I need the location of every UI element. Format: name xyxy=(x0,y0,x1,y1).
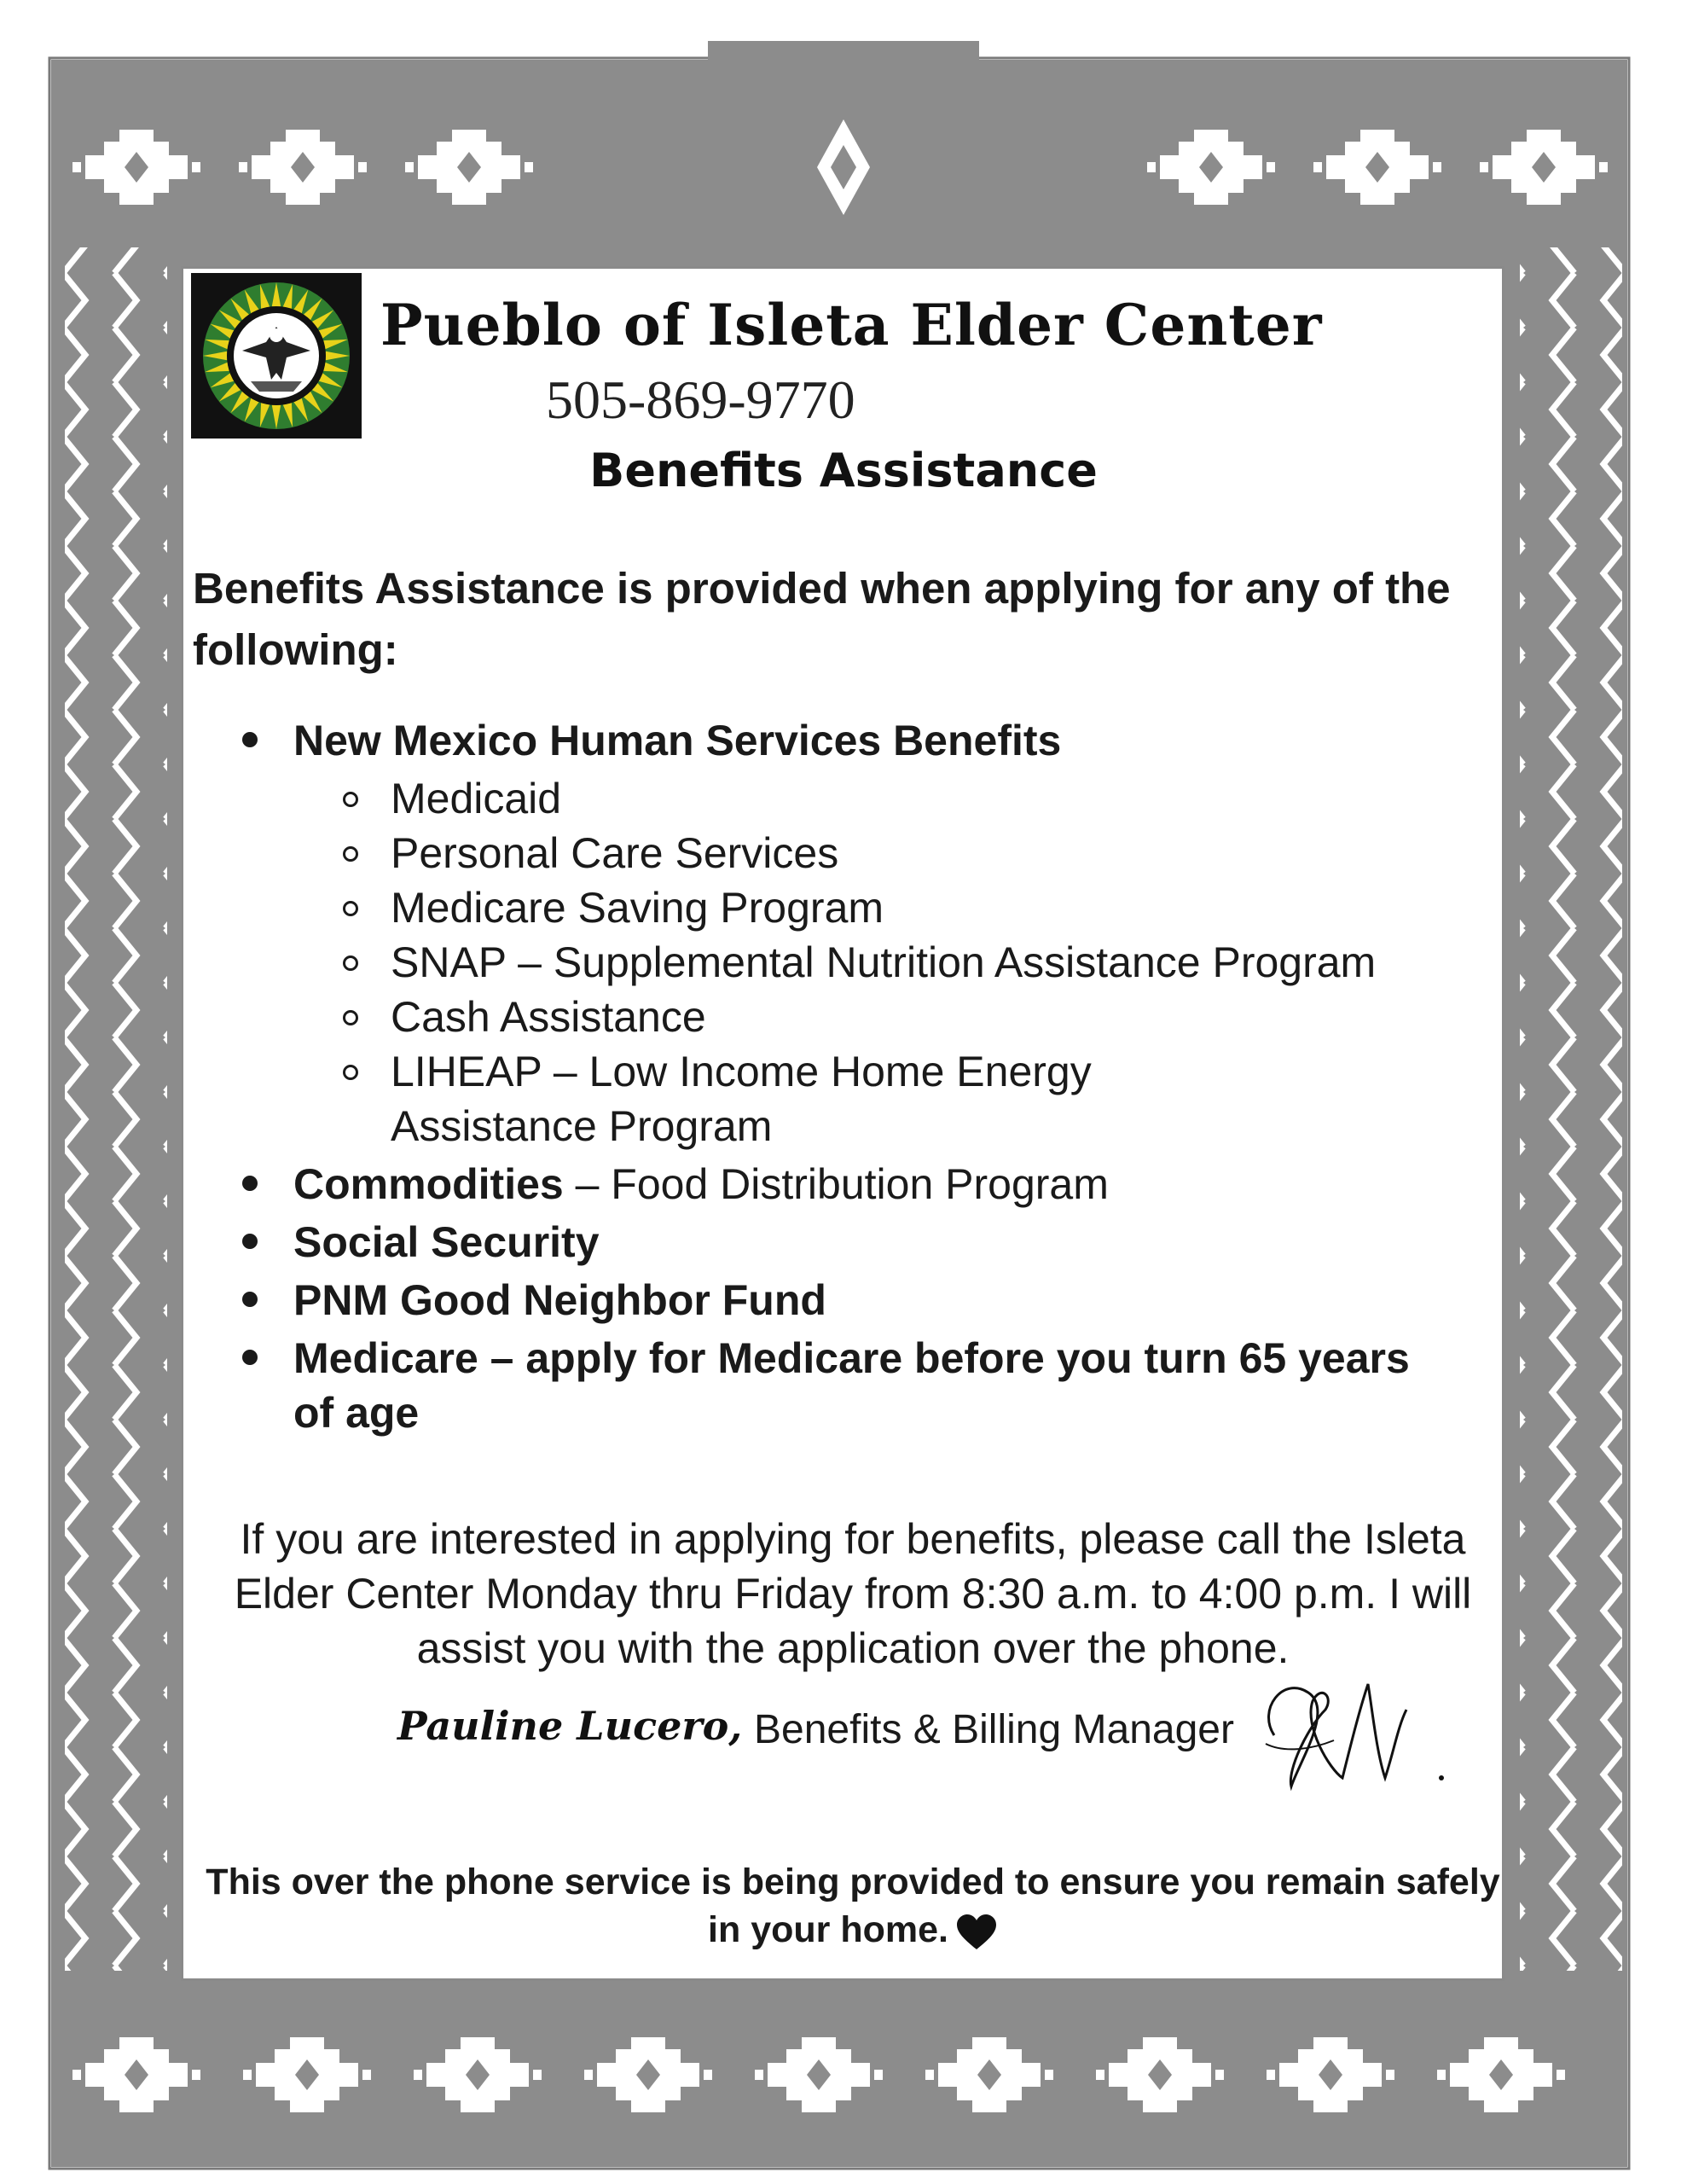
list-item-label: Commodities xyxy=(293,1160,564,1208)
list-item-label: PNM Good Neighbor Fund xyxy=(293,1276,826,1324)
circle-bullet-icon xyxy=(343,956,358,971)
sub-list-item-label: LIHEAP – Low Income Home Energy Assistance Program xyxy=(391,1048,1092,1150)
bullet-icon xyxy=(242,1292,258,1307)
sub-list-item xyxy=(193,826,1472,880)
list-item xyxy=(193,1273,1472,1327)
sub-list-item xyxy=(193,990,1472,1044)
list-item-detail: – Food Distribution Program xyxy=(563,1160,1109,1208)
sub-list-item xyxy=(193,935,1472,990)
sub-list-item xyxy=(193,880,1472,935)
bullet-icon xyxy=(242,1350,258,1365)
list-item-label: Medicare – apply for Medicare before you turn 65 years of age xyxy=(293,1334,1410,1437)
handwritten-signature xyxy=(1249,1658,1453,1812)
bullet-icon xyxy=(242,1176,258,1191)
contact-paragraph: If you are interested in applying for benefits, please call the Isleta Elder Center Monday thru Friday from 8:30 a.m. to 4:00 p.m. I will assist you with the application over the phone. xyxy=(234,1515,1472,1672)
list-item-label: Social Security xyxy=(293,1218,600,1266)
closing-text: This over the phone service is being provided to ensure you remain safely in your home. xyxy=(206,1862,1500,1950)
page-subtitle: Benefits Assistance xyxy=(589,444,1098,497)
circle-bullet-icon xyxy=(343,846,358,862)
list-item-label: New Mexico Human Services Benefits xyxy=(293,717,1062,764)
bullet-icon xyxy=(242,1234,258,1249)
sub-list-item-label: SNAP – Supplemental Nutrition Assistance Program xyxy=(391,938,1377,986)
list-item xyxy=(193,1157,1472,1211)
list-item xyxy=(193,713,1472,768)
sub-list-item-label: Personal Care Services xyxy=(391,829,839,877)
signer-name: Pauline Lucero, xyxy=(397,1703,743,1749)
seal-logo xyxy=(191,273,362,439)
circle-bullet-icon xyxy=(343,1065,358,1080)
benefits-list xyxy=(193,713,1472,1443)
phone-number: 505-869-9770 xyxy=(546,369,855,430)
sub-list-item-label: Medicare Saving Program xyxy=(391,884,884,932)
sub-list-item-label: Cash Assistance xyxy=(391,993,706,1041)
bullet-icon xyxy=(242,732,258,747)
list-item xyxy=(193,1331,1472,1440)
circle-bullet-icon xyxy=(343,1010,358,1025)
closing-note xyxy=(205,1858,1501,1954)
intro-text: Benefits Assistance is provided when applying for any of the following: xyxy=(193,564,1451,674)
sub-list-item xyxy=(193,771,1472,826)
sub-list-item xyxy=(193,1044,1472,1153)
org-title: Pueblo of Isleta Elder Center xyxy=(380,292,1323,358)
circle-bullet-icon xyxy=(343,792,358,807)
list-item xyxy=(193,1215,1472,1269)
signer-title: Benefits & Billing Manager xyxy=(754,1707,1234,1752)
heart-icon xyxy=(955,1914,998,1951)
circle-bullet-icon xyxy=(343,901,358,916)
sub-list-item-label: Medicaid xyxy=(391,775,562,822)
